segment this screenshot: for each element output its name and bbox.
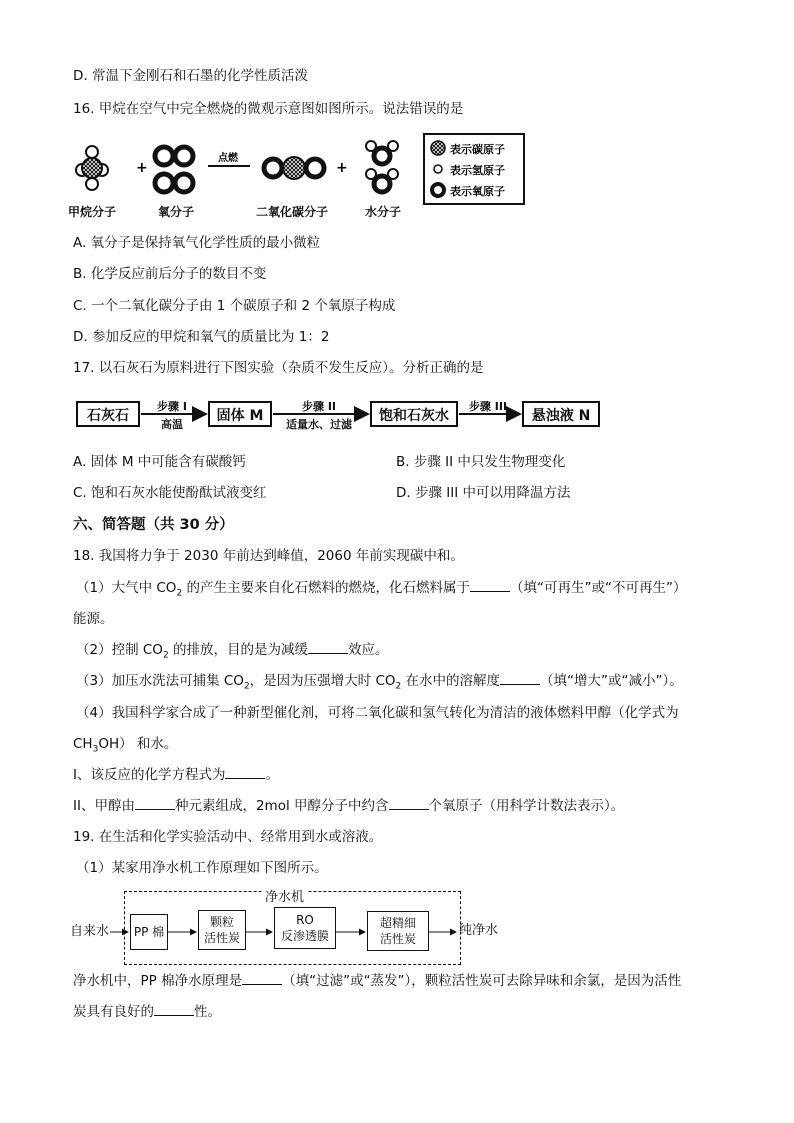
q18-part4-cont: $CH_3OH$） 和水。 bbox=[73, 736, 178, 755]
answer-blank[interactable] bbox=[135, 797, 175, 810]
plus-sign: + bbox=[136, 160, 148, 176]
answer-blank[interactable] bbox=[242, 972, 282, 985]
answer-blank[interactable] bbox=[225, 766, 265, 779]
q18-part2: （2）控制 $CO_2$ 的排放，目的是为减缓 效应。 bbox=[76, 642, 389, 661]
flow-box-limestone: 石灰石 bbox=[76, 401, 140, 427]
answer-blank[interactable] bbox=[500, 672, 540, 685]
q18-part1-cont: 能源。 bbox=[73, 611, 114, 627]
q17-option-b: B. 步骤 II 中只发生物理变化 bbox=[396, 454, 566, 470]
water-label: 水分子 bbox=[365, 205, 402, 219]
answer-blank[interactable] bbox=[308, 641, 348, 654]
q18-part3: （3）加压水洗法可捕集 $CO_2$，是因为压强增大时 $CO_2$ 在水中的溶解度 （填“增大”或“减小”）。 bbox=[76, 673, 683, 692]
step2-bottom: 适量水、过滤 bbox=[286, 418, 352, 431]
q18-part1: （1）大气中 $CO_2$ 的产生主要来自化石燃料的燃烧，化石燃料属于 （填“可再生”或“不可再生”） bbox=[76, 580, 687, 599]
q17-stem: 17. 以石灰石为原料进行下图实验（杂质不发生反应）。分析正确的是 bbox=[73, 360, 484, 376]
stage-granular-carbon: 颗粒 活性炭 bbox=[198, 910, 246, 950]
flow-box-suspension-n: 悬浊液 N bbox=[522, 401, 600, 427]
answer-blank[interactable] bbox=[470, 579, 510, 592]
q16-option-d: D. 参加反应的甲烷和氧气的质量比为 1：2 bbox=[73, 329, 330, 345]
q16-option-a: A. 氧分子是保持氧气化学性质的最小微粒 bbox=[73, 235, 321, 251]
step2-top: 步骤 II bbox=[301, 400, 336, 413]
q17-option-d: D. 步骤 III 中可以用降温方法 bbox=[396, 485, 571, 501]
methane-label: 甲烷分子 bbox=[68, 205, 117, 219]
answer-blank[interactable] bbox=[389, 797, 429, 810]
reaction-condition: 点燃 bbox=[218, 153, 238, 164]
flow-box-limewater: 饱和石灰水 bbox=[370, 401, 458, 427]
purifier-title: 净水机 bbox=[262, 886, 307, 905]
q18-stem: 18. 我国将力争于 2030 年前达到峰值，2060 年前实现碳中和。 bbox=[73, 548, 464, 564]
legend-carbon: 表示碳原子 bbox=[450, 143, 505, 156]
legend-oxygen: 表示氧原子 bbox=[450, 185, 505, 198]
q19-answer-line2: 炭具有良好的 性。 bbox=[73, 1004, 221, 1020]
legend-hydrogen: 表示氢原子 bbox=[450, 164, 505, 177]
q18-part4: （4）我国科学家合成了一种新型催化剂，可将二氧化碳和氢气转化为清洁的液体燃料甲醇（化学式为 bbox=[76, 705, 679, 721]
q17-option-a: A. 固体 M 中可能含有碳酸钙 bbox=[73, 454, 246, 470]
q18-sub2: II、甲醇由 种元素组成，2mol 甲醇分子中约含 个氧原子（用科学计数法表示）。 bbox=[73, 798, 625, 814]
section-title: 六、简答题（共 30 分） bbox=[73, 517, 234, 533]
co2-label: 二氧化碳分子 bbox=[256, 205, 329, 219]
q15-option-d: D. 常温下金刚石和石墨的化学性质活泼 bbox=[73, 68, 308, 84]
step3-top: 步骤 III bbox=[468, 400, 508, 413]
q16-stem: 16. 甲烷在空气中完全燃烧的微观示意图如图所示。说法错误的是 bbox=[73, 101, 464, 117]
q16-option-c: C. 一个二氧化碳分子由 1 个碳原子和 2 个氧原子构成 bbox=[73, 298, 396, 314]
q16-option-b: B. 化学反应前后分子的数目不变 bbox=[73, 266, 267, 282]
flow-box-solid-m: 固体 M bbox=[208, 401, 272, 427]
q17-option-c: C. 饱和石灰水能使酚酞试液变红 bbox=[73, 485, 267, 501]
stage-ultrafine-carbon: 超精细 活性炭 bbox=[367, 911, 429, 951]
output-pure-water: 纯净水 bbox=[459, 923, 499, 938]
q19-stem: 19. 在生活和化学实验活动中、经常用到水或溶液。 bbox=[73, 829, 383, 845]
stage-ro-membrane: RO 反渗透膜 bbox=[274, 907, 336, 949]
purifier-arrows bbox=[0, 880, 794, 970]
flow-arrows bbox=[0, 0, 794, 440]
answer-blank[interactable] bbox=[154, 1003, 194, 1016]
plus-sign: + bbox=[336, 160, 348, 176]
input-tap-water: 自来水 bbox=[70, 924, 110, 939]
oxygen-label: 氧分子 bbox=[158, 205, 195, 219]
stage-pp-cotton: PP 棉 bbox=[130, 914, 168, 950]
q18-sub1: I、该反应的化学方程式为 。 bbox=[73, 767, 279, 783]
q19-answer-line1: 净水机中，PP 棉净水原理是 （填“过滤”或“蒸发”），颗粒活性炭可去除异味和余氯，是因为活性 bbox=[73, 973, 682, 989]
step1-top: 步骤 I bbox=[157, 400, 187, 413]
q19-part1: （1）某家用净水机工作原理如下图所示。 bbox=[76, 860, 328, 876]
step1-bottom: 高温 bbox=[161, 418, 183, 431]
